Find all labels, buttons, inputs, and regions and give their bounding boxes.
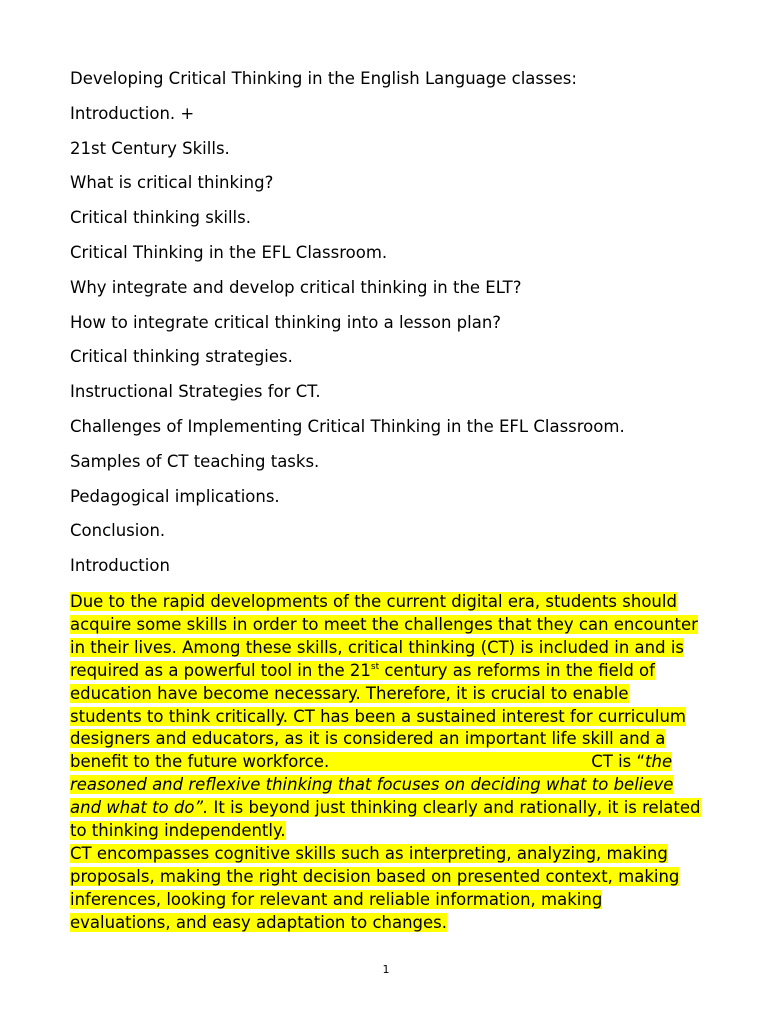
toc-item: Critical Thinking in the EFL Classroom. — [70, 242, 388, 262]
paragraph-text: Due to the rapid developments of the current digital era, students should acquire some skills in order to meet the challenges that they can encounter in their lives. Among these skills, critical thinking (CT) is included in and is required as a powerful tool in the 21 — [70, 592, 698, 680]
paragraph-text: century as reforms in the field of education have become necessary. Therefore, it is crucial to enable students to think critically. CT has been a sustained interest for curriculum designers and educators, as it is considered an important life skill and a benefit to the future workforce. — [70, 660, 686, 772]
page-number: 1 — [382, 963, 390, 976]
toc-item: Conclusion. — [70, 521, 166, 541]
paragraph-ct-skills — [70, 843, 702, 935]
toc-item: Challenges of Implementing Critical Thinking in the EFL Classroom. — [70, 416, 625, 436]
document-title: Developing Critical Thinking in the English Language classes: — [70, 69, 577, 88]
paragraph-text: It is beyond just thinking clearly and rationally, it is related to thinking independently. — [70, 798, 701, 841]
italic-quote: the reasoned and reflexive thinking that focuses on deciding what to believe and what to do”. — [70, 752, 674, 818]
section-heading-introduction: Introduction — [70, 556, 170, 576]
superscript: st — [370, 661, 380, 672]
toc-item: Why integrate and develop critical thinking in the ELT? — [70, 277, 522, 297]
toc-item: Introduction. + — [70, 103, 195, 123]
paragraph-intro — [70, 591, 702, 843]
toc-item: Instructional Strategies for CT. — [70, 382, 321, 402]
table-of-contents — [70, 66, 710, 588]
toc-item: 21st Century Skills. — [70, 138, 230, 158]
highlighted-text — [70, 592, 701, 840]
toc-item: Critical thinking skills. — [70, 208, 251, 228]
toc-item: What is critical thinking? — [70, 173, 274, 193]
toc-item: Pedagogical implications. — [70, 486, 280, 506]
toc-item: Critical thinking strategies. — [70, 347, 293, 367]
paragraph-text: CT is “ — [591, 752, 646, 772]
highlighted-text: CT encompasses cognitive skills such as interpreting, analyzing, making proposals, making the right decision based on presented context, making inferences, looking for relevant and reliable information, making evaluations, and easy adaptation to changes. — [70, 843, 680, 932]
introduction-body — [70, 591, 702, 935]
toc-item: How to integrate critical thinking into a lesson plan? — [70, 312, 502, 332]
toc-item: Samples of CT teaching tasks. — [70, 451, 320, 471]
